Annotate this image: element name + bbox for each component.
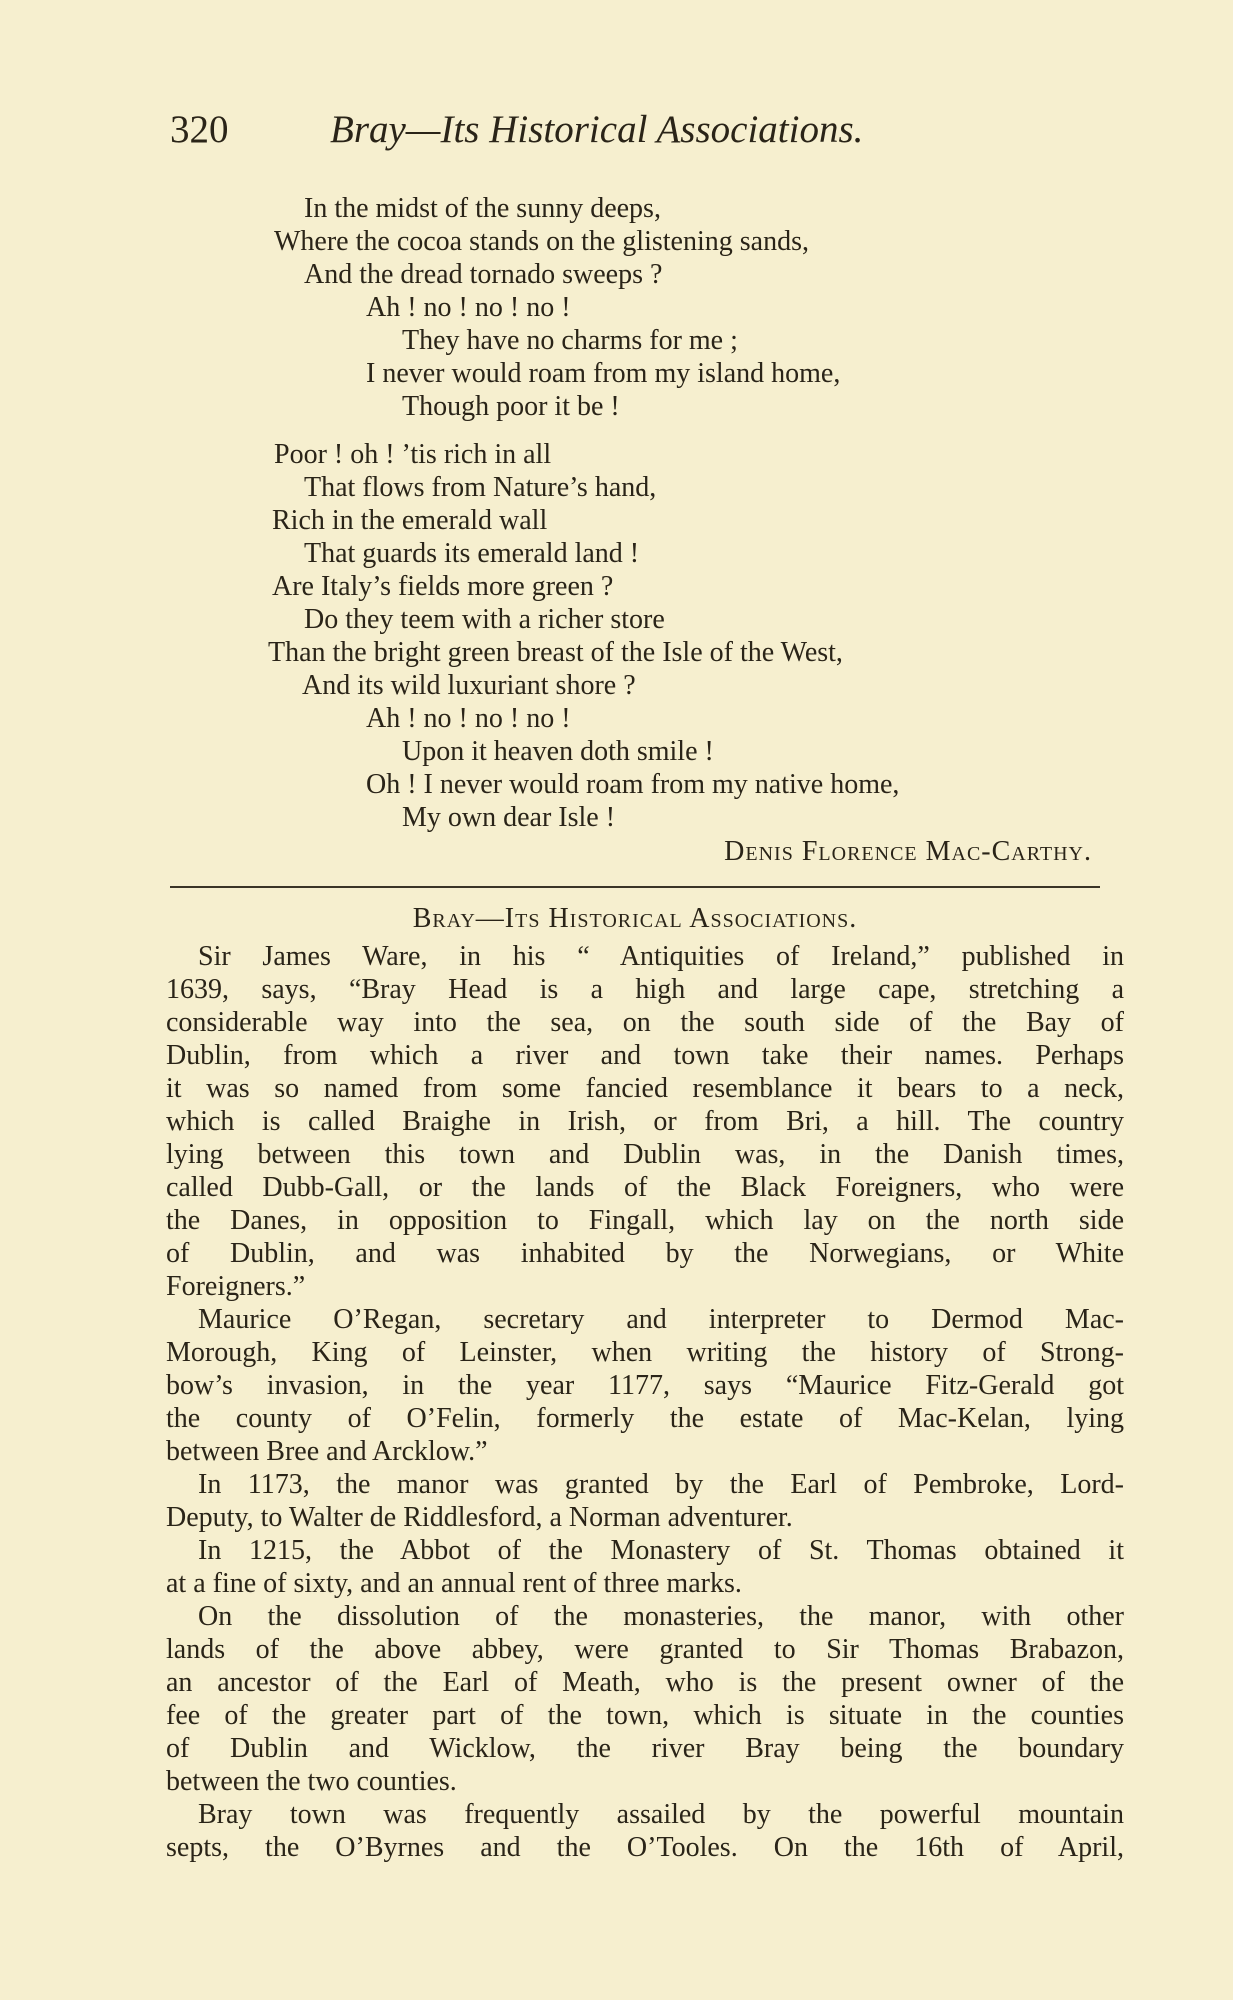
prose-line: of Dublin and Wicklow, the river Bray being the boundary xyxy=(166,1733,1124,1764)
poem-line: Rich in the emerald wall xyxy=(272,505,548,536)
poem-line: Are Italy’s fields more green ? xyxy=(272,571,614,602)
prose-line: the county of O’Felin, formerly the estate of Mac-Kelan, lying xyxy=(166,1403,1124,1434)
prose-line: called Dubb-Gall, or the lands of the Black Foreigners, who were xyxy=(166,1172,1124,1203)
prose-line: fee of the greater part of the town, which is situate in the counties xyxy=(166,1700,1124,1731)
poem-line: My own dear Isle ! xyxy=(402,802,616,833)
prose-line: Sir James Ware, in his “ Antiquities of Ireland,” published in xyxy=(198,941,1124,972)
prose-line: septs, the O’Byrnes and the O’Tooles. On the 16th of April, xyxy=(166,1832,1124,1863)
prose-line: the Danes, in opposition to Fingall, which lay on the north side xyxy=(166,1205,1124,1236)
prose-line: lands of the above abbey, were granted to Sir Thomas Brabazon, xyxy=(166,1634,1124,1665)
prose-line: Maurice O’Regan, secretary and interpreter to Dermod Mac- xyxy=(198,1304,1124,1335)
poem-line: Where the cocoa stands on the glistening sands, xyxy=(274,226,809,257)
page-number: 320 xyxy=(170,108,229,151)
poem-line: In the midst of the sunny deeps, xyxy=(304,193,661,224)
prose-line: Dublin, from which a river and town take their names. Perhaps xyxy=(166,1040,1124,1071)
page-header xyxy=(170,100,1070,160)
poem-line: Poor ! oh ! ’tis rich in all xyxy=(274,439,552,470)
prose-line: On the dissolution of the monasteries, the manor, with other xyxy=(198,1601,1124,1632)
running-title: Bray—Its Historical Associations. xyxy=(330,108,864,151)
prose-line: bow’s invasion, in the year 1177, says “Maurice Fitz-Gerald got xyxy=(166,1370,1124,1401)
poem-line: Than the bright green breast of the Isle of the West, xyxy=(268,637,843,668)
prose-line: Deputy, to Walter de Riddlesford, a Norman adventurer. xyxy=(166,1502,793,1533)
prose-line: Bray town was frequently assailed by the powerful mountain xyxy=(198,1799,1124,1830)
poem-line: That flows from Nature’s hand, xyxy=(304,472,657,503)
prose-line: In 1173, the manor was granted by the Earl of Pembroke, Lord- xyxy=(198,1469,1124,1500)
poem-line: And its wild luxuriant shore ? xyxy=(302,670,636,701)
poem-line: Ah ! no ! no ! no ! xyxy=(366,292,571,323)
prose-line: it was so named from some fancied resemblance it bears to a neck, xyxy=(166,1073,1124,1104)
prose-line: 1639, says, “Bray Head is a high and large cape, stretching a xyxy=(166,974,1124,1005)
poem-line: Though poor it be ! xyxy=(402,391,620,422)
prose-line: an ancestor of the Earl of Meath, who is the present owner of the xyxy=(166,1667,1124,1698)
poem-line: That guards its emerald land ! xyxy=(304,538,640,569)
poem-line: Oh ! I never would roam from my native home, xyxy=(366,769,900,800)
prose-line: at a fine of sixty, and an annual rent of three marks. xyxy=(166,1568,742,1599)
poem-line: Do they teem with a richer store xyxy=(304,604,665,635)
poem-line: Upon it heaven doth smile ! xyxy=(402,736,714,767)
prose-line: Morough, King of Leinster, when writing the history of Strong- xyxy=(166,1337,1124,1368)
poem-attribution: Denis Florence Mac-Carthy. xyxy=(724,836,1092,867)
prose-line: between Bree and Arcklow.” xyxy=(166,1436,488,1467)
prose-line: lying between this town and Dublin was, in the Danish times, xyxy=(166,1139,1124,1170)
section-divider xyxy=(170,886,1100,888)
prose-line: In 1215, the Abbot of the Monastery of St. Thomas obtained it xyxy=(198,1535,1124,1566)
prose-line: Foreigners.” xyxy=(166,1271,306,1302)
section-title: Bray—Its Historical Associations. xyxy=(412,903,858,934)
prose-line: between the two counties. xyxy=(166,1766,457,1797)
poem-line: They have no charms for me ; xyxy=(402,325,738,356)
poem-line: I never would roam from my island home, xyxy=(366,358,841,389)
prose-line: which is called Braighe in Irish, or from Bri, a hill. The country xyxy=(166,1106,1124,1137)
prose-line: considerable way into the sea, on the south side of the Bay of xyxy=(166,1007,1124,1038)
poem-line: Ah ! no ! no ! no ! xyxy=(366,703,571,734)
prose-line: of Dublin, and was inhabited by the Norwegians, or White xyxy=(166,1238,1124,1269)
poem-line: And the dread tornado sweeps ? xyxy=(304,259,663,290)
